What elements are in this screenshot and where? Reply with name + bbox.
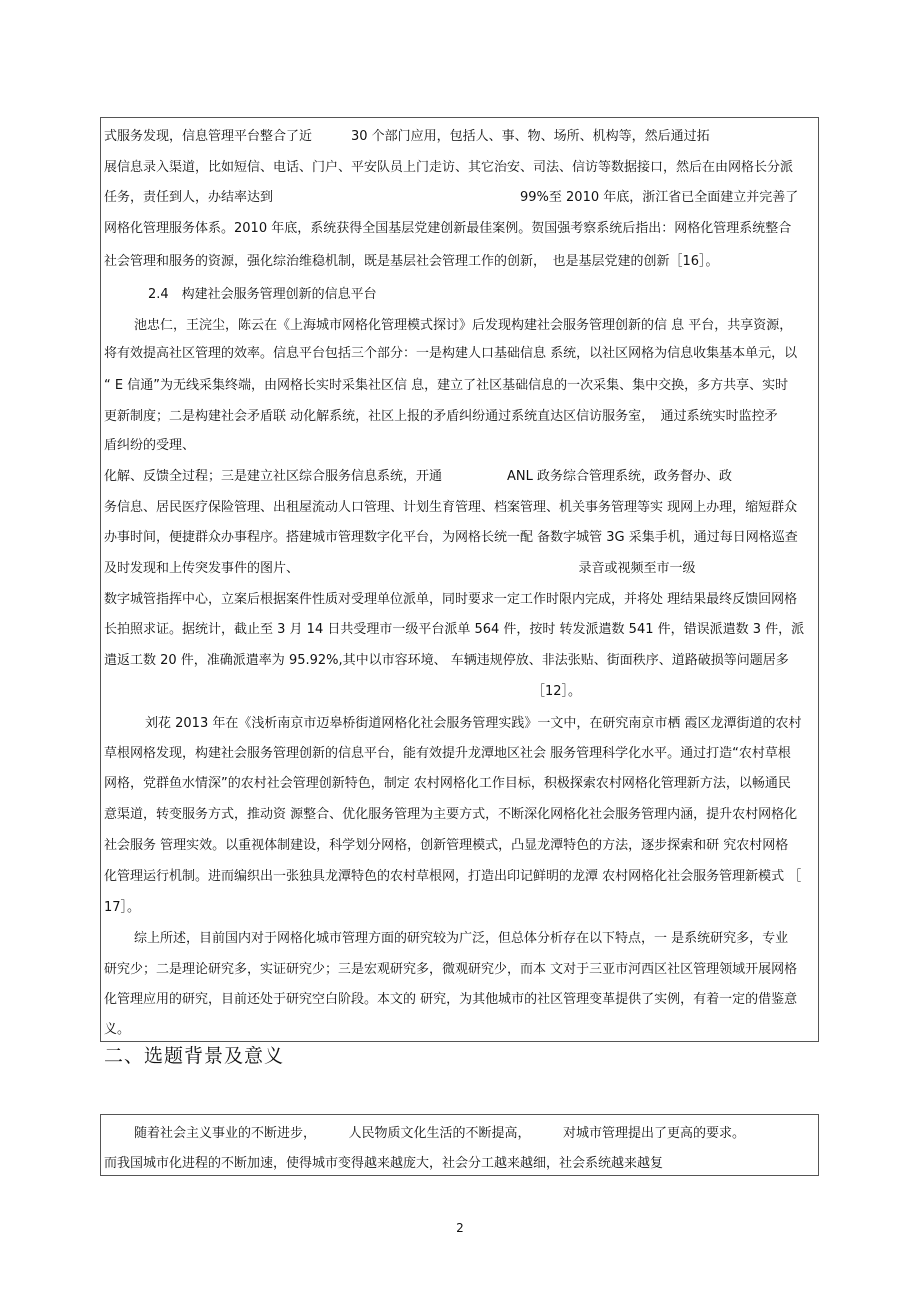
text-line: 网格化管理服务体系。2010 年底，系统获得全国基层党建创新最佳案例。贺国强考察系统后指出：网格化管理系统整合 bbox=[104, 221, 792, 236]
text-line: 社会管理和服务的资源，强化综治维稳机制，既是基层社会管理工作的创新， 也是基层党建的创新［16］。 bbox=[104, 254, 719, 269]
text-line: “ E 信通”为无线采集终端，由网格长实时采集社区信 息，建立了社区基础信息的一次采集、集中交换，多方共享、实时 bbox=[104, 378, 789, 393]
text-line: 盾纠纷的受理、 bbox=[104, 438, 196, 453]
text-line: 务信息、居民医疗保险管理、出租屋流动人口管理、计划生育管理、档案管理、机关事务管理等实 现网上办理，缩短群众 bbox=[104, 500, 798, 515]
section-subheading: 2.4 构建社会服务管理创新的信息平台 bbox=[148, 287, 377, 302]
text-line: 化管理运行机制。进而编织出一张独具龙潭特色的农村草根网，打造出印记鲜明的龙潭 农村网格化社会服务管理新模式 ［ bbox=[104, 869, 802, 884]
text-line: 综上所述，目前国内对于网格化城市管理方面的研究较为广泛，但总体分析存在以下特点，一 是系统研究多，专业 bbox=[134, 931, 789, 946]
text-line: 17］。 bbox=[104, 900, 141, 915]
text-line: 网格，党群鱼水情深”的农村社会管理创新特色，制定 农村网格化工作目标，积极探索农村网格化管理新方法，以畅通民 bbox=[104, 776, 791, 791]
text-line: 更新制度；二是构建社会矛盾联 动化解系统，社区上报的矛盾纠纷通过系统直达区信访服务室， 通过系统实时监控矛 bbox=[104, 409, 778, 424]
text-line: 将有效提高社区管理的效率。信息平台包括三个部分：一是构建人口基础信息 系统，以社区网格为信息收集基本单元，以 bbox=[104, 346, 798, 361]
text-line: 任务，责任到人，办结率达到 99%至 2010 年底，浙江省已全面建立并完善了 bbox=[104, 190, 799, 205]
text-line: 遣返工数 20 件，准确派遣率为 95.92%,其中以市容环境、 车辆违规停放、非法张贴、街面秩序、道路破损等问题居多 bbox=[104, 653, 789, 668]
section-heading: 二、选题背景及意义 bbox=[104, 1045, 285, 1067]
text-line: 展信息录入渠道，比如短信、电话、门户、平安队员上门走访、其它治安、司法、信访等数据接口，然后在由网格长分派 bbox=[104, 160, 794, 175]
text-line: ［12］。 bbox=[532, 684, 582, 699]
text-line: 研究少；二是理论研究多，实证研究少；三是宏观研究多，微观研究少，而本 文对于三亚市河西区社区管理领域开展网格 bbox=[104, 962, 798, 977]
text-line: 式服务发现，信息管理平台整合了近 30 个部门应用，包括人、事、物、场所、机构等，然后通过拓 bbox=[104, 129, 710, 144]
text-line: 办事时间，便捷群众办事程序。搭建城市管理数字化平台，为网格长统一配 备数字城管 3G 采集手机，通过每日网格巡查 bbox=[104, 530, 798, 545]
text-line: 及时发现和上传突发事件的图片、 录音或视频至市一级 bbox=[104, 561, 696, 576]
page-number: 2 bbox=[456, 1221, 464, 1235]
text-line: 长拍照求证。据统计，截止至 3 月 14 日共受理市一级平台派单 564 件，按时 转发派遣数 541 件，错误派遣数 3 件，派 bbox=[104, 622, 805, 637]
text-line: 化解、反馈全过程；三是建立社区综合服务信息系统，开通 ANL 政务综合管理系统，政务督办、政 bbox=[104, 469, 732, 484]
text-line: 随着社会主义事业的不断进步， 人民物质文化生活的不断提高， 对城市管理提出了更高的要求。 bbox=[134, 1126, 746, 1141]
text-line: 刘花 2013 年在《浅析南京市迈皋桥街道网格化社会服务管理实践》一文中，在研究南京市栖 霞区龙潭街道的农村 bbox=[145, 716, 802, 731]
text-line: 池忠仁，王浣尘，陈云在《上海城市网格化管理模式探讨》后发现构建社会服务管理创新的信 息 平台，共享资源， bbox=[134, 318, 793, 333]
text-line: 义。 bbox=[104, 1022, 131, 1037]
text-line: 化管理应用的研究，目前还处于研究空白阶段。本文的 研究，为其他城市的社区管理变革提供了实例，有着一定的借鉴意 bbox=[104, 992, 798, 1007]
text-line: 社会服务 管理实效。以重视体制建设，科学划分网格，创新管理模式，凸显龙潭特色的方法，逐步探索和研 究农村网格 bbox=[104, 838, 789, 853]
text-line: 数字城管指挥中心，立案后根据案件性质对受理单位派单，同时要求一定工作时限内完成，并将处 理结果最终反馈回网格 bbox=[104, 592, 798, 607]
text-line: 而我国城市化进程的不断加速，使得城市变得越来越庞大，社会分工越来越细，社会系统越来越复 bbox=[104, 1156, 664, 1171]
text-line: 意渠道，转变服务方式，推动资 源整合、优化服务管理为主要方式，不断深化网格化社会服务管理内涵，提升农村网格化 bbox=[104, 807, 798, 822]
text-line: 草根网格发现，构建社会服务管理创新的信息平台，能有效提升龙潭地区社会 服务管理科学化水平。通过打造“农村草根 bbox=[104, 746, 791, 761]
